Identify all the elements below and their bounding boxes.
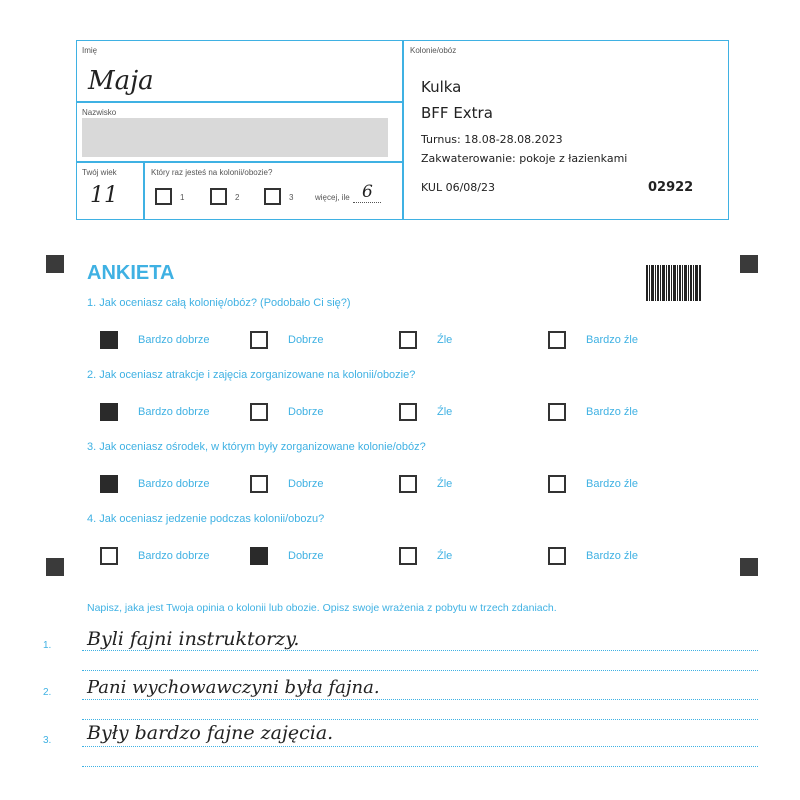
question-1-option-4-checkbox[interactable] bbox=[548, 331, 566, 349]
answer-1-text[interactable]: Byli fajni instruktorzy. bbox=[87, 628, 300, 650]
question-3-option-4-checkbox[interactable] bbox=[548, 475, 566, 493]
answer-1-line bbox=[82, 650, 758, 651]
question-4-option-2-checkbox[interactable] bbox=[250, 547, 268, 565]
answer-2-text[interactable]: Pani wychowawczyni była fajna. bbox=[87, 677, 380, 698]
imie-label: Imię bbox=[82, 46, 98, 55]
question-4-option-4-label: Bardzo źle bbox=[586, 550, 638, 562]
registration-mark-bottom-left bbox=[46, 558, 64, 576]
question-2-option-2-label: Dobrze bbox=[288, 406, 324, 418]
imie-value[interactable]: Maja bbox=[88, 66, 154, 96]
nazwisko-redacted bbox=[82, 118, 388, 157]
wiek-value[interactable]: 11 bbox=[90, 183, 118, 208]
question-2-option-1-checkbox[interactable] bbox=[100, 403, 118, 421]
opinion-prompt: Napisz, jaka jest Twoja opinia o kolonii lub obozie. Opisz swoje wrażenia z pobytu w trzech zdaniach. bbox=[87, 602, 557, 614]
raz-2-checkbox[interactable] bbox=[210, 188, 227, 205]
ktory-raz-label: Który raz jesteś na kolonii/obozie? bbox=[151, 168, 273, 177]
registration-mark-bottom-right bbox=[740, 558, 758, 576]
raz-1-checkbox[interactable] bbox=[155, 188, 172, 205]
question-4-option-3-label: Źle bbox=[437, 550, 453, 562]
form-number: 02922 bbox=[648, 180, 694, 195]
raz-2-label: 2 bbox=[235, 193, 240, 202]
question-3-option-4-label: Bardzo źle bbox=[586, 478, 638, 490]
raz-3-label: 3 bbox=[289, 193, 294, 202]
registration-mark-top-right bbox=[740, 255, 758, 273]
turnus: Turnus: 18.08-28.08.2023 bbox=[421, 133, 563, 146]
question-1-option-3-checkbox[interactable] bbox=[399, 331, 417, 349]
question-3-text: 3. Jak oceniasz ośrodek, w którym były zorganizowane kolonie/obóz? bbox=[87, 441, 426, 453]
question-4-option-2-label: Dobrze bbox=[288, 550, 324, 562]
question-2-option-3-checkbox[interactable] bbox=[399, 403, 417, 421]
answer-3-text[interactable]: Były bardzo fajne zajęcia. bbox=[87, 722, 334, 744]
question-4-option-4-checkbox[interactable] bbox=[548, 547, 566, 565]
question-2-option-1-label: Bardzo dobrze bbox=[138, 406, 210, 418]
question-4-option-1-checkbox[interactable] bbox=[100, 547, 118, 565]
question-2-option-2-checkbox[interactable] bbox=[250, 403, 268, 421]
question-3-option-1-label: Bardzo dobrze bbox=[138, 478, 210, 490]
question-1-option-2-checkbox[interactable] bbox=[250, 331, 268, 349]
question-2-text: 2. Jak oceniasz atrakcje i zajęcia zorganizowane na kolonii/obozie? bbox=[87, 369, 416, 381]
question-3-option-1-checkbox[interactable] bbox=[100, 475, 118, 493]
question-2-option-4-label: Bardzo źle bbox=[586, 406, 638, 418]
question-1-option-1-label: Bardzo dobrze bbox=[138, 334, 210, 346]
wiecej-label: więcej, ile bbox=[315, 193, 350, 202]
zakwaterowanie: Zakwaterowanie: pokoje z łazienkami bbox=[421, 152, 628, 165]
answer-2-number: 2. bbox=[43, 687, 52, 698]
kolonie-label: Kolonie/obóz bbox=[410, 46, 457, 55]
wiecej-value[interactable]: 6 bbox=[362, 182, 373, 202]
question-3-option-3-checkbox[interactable] bbox=[399, 475, 417, 493]
question-1-option-1-checkbox[interactable] bbox=[100, 331, 118, 349]
answer-2-line bbox=[82, 699, 758, 700]
raz-3-checkbox[interactable] bbox=[264, 188, 281, 205]
barcode-icon bbox=[646, 265, 702, 301]
question-3-option-2-label: Dobrze bbox=[288, 478, 324, 490]
raz-1-label: 1 bbox=[180, 193, 185, 202]
answer-3-number: 3. bbox=[43, 735, 52, 746]
answer-1-number: 1. bbox=[43, 640, 52, 651]
kolonie-name: Kulka bbox=[421, 78, 462, 96]
registration-mark-top-left bbox=[46, 255, 64, 273]
kolonie-code: KUL 06/08/23 bbox=[421, 181, 495, 194]
question-2-option-3-label: Źle bbox=[437, 406, 453, 418]
question-4-option-3-checkbox[interactable] bbox=[399, 547, 417, 565]
question-1-option-4-label: Bardzo źle bbox=[586, 334, 638, 346]
question-3-option-2-checkbox[interactable] bbox=[250, 475, 268, 493]
question-1-text: 1. Jak oceniasz całą kolonię/obóz? (Podobało Ci się?) bbox=[87, 297, 351, 309]
question-4-option-1-label: Bardzo dobrze bbox=[138, 550, 210, 562]
question-1-option-2-label: Dobrze bbox=[288, 334, 324, 346]
nazwisko-label: Nazwisko bbox=[82, 108, 117, 117]
question-3-option-3-label: Źle bbox=[437, 478, 453, 490]
question-4-text: 4. Jak oceniasz jedzenie podczas kolonii/obozu? bbox=[87, 513, 325, 525]
kolonie-program: BFF Extra bbox=[421, 104, 493, 122]
question-1-option-3-label: Źle bbox=[437, 334, 453, 346]
wiek-label: Twój wiek bbox=[82, 168, 117, 177]
ankieta-title: ANKIETA bbox=[87, 262, 175, 284]
answer-3-line bbox=[82, 746, 758, 747]
question-2-option-4-checkbox[interactable] bbox=[548, 403, 566, 421]
